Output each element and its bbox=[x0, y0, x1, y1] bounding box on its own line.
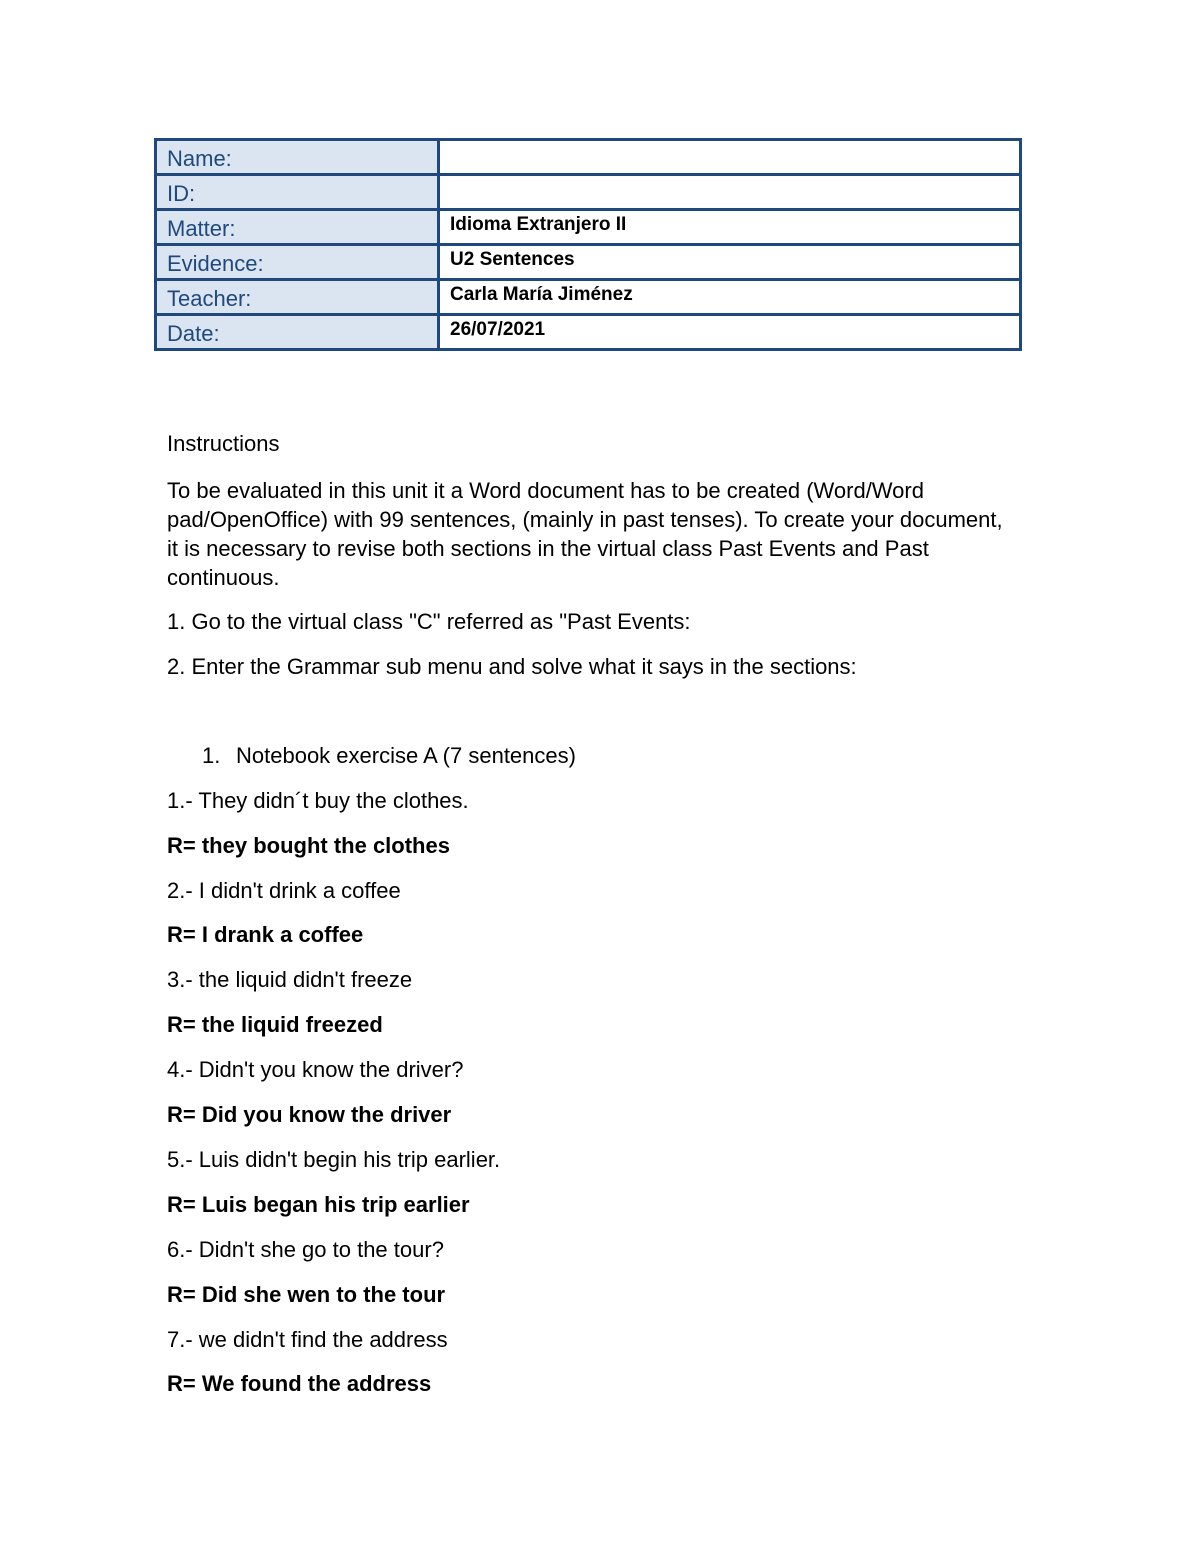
info-row-teacher bbox=[156, 280, 1021, 315]
evidence-label: Evidence: bbox=[156, 245, 439, 280]
student-info-table bbox=[154, 138, 1022, 351]
exercise-title: Notebook exercise A (7 sentences) bbox=[236, 743, 576, 768]
teacher-value: Carla María Jiménez bbox=[439, 280, 1021, 315]
instructions-paragraph: To be evaluated in this unit it a Word document has to be created (Word/Word pad/OpenOffice) with 99 sentences, (mainly in past tenses). To create your document, it is necessary to revise both sections in the virtual class Past Events and Past continuous. bbox=[167, 478, 1003, 590]
info-row-matter bbox=[156, 210, 1021, 245]
exercise-number: 1. bbox=[202, 743, 221, 768]
answer-4: R= Did you know the driver bbox=[167, 1102, 452, 1127]
answer-2: R= I drank a coffee bbox=[167, 922, 364, 947]
matter-value: Idioma Extranjero II bbox=[439, 210, 1021, 245]
info-row-name bbox=[156, 140, 1021, 175]
answer-5: R= Luis began his trip earlier bbox=[167, 1192, 470, 1217]
answer-1: R= they bought the clothes bbox=[167, 833, 450, 858]
matter-label: Matter: bbox=[156, 210, 439, 245]
teacher-label: Teacher: bbox=[156, 280, 439, 315]
id-value bbox=[439, 175, 1021, 210]
answer-7: R= We found the address bbox=[167, 1371, 432, 1396]
question-6: 6.- Didn't she go to the tour? bbox=[167, 1237, 444, 1262]
info-row-date bbox=[156, 315, 1021, 350]
question-3: 3.- the liquid didn't freeze bbox=[167, 967, 413, 992]
id-label: ID: bbox=[156, 175, 439, 210]
question-1: 1.- They didn´t buy the clothes. bbox=[167, 788, 469, 813]
answer-3: R= the liquid freezed bbox=[167, 1012, 383, 1037]
instruction-step-2: 2. Enter the Grammar sub menu and solve what it says in the sections: bbox=[167, 654, 857, 679]
question-4: 4.- Didn't you know the driver? bbox=[167, 1057, 464, 1082]
instruction-step-1: 1. Go to the virtual class "C" referred as "Past Events: bbox=[167, 609, 691, 634]
answer-6: R= Did she wen to the tour bbox=[167, 1282, 446, 1307]
date-value: 26/07/2021 bbox=[439, 315, 1021, 350]
name-value bbox=[439, 140, 1021, 175]
info-row-evidence bbox=[156, 245, 1021, 280]
evidence-value: U2 Sentences bbox=[439, 245, 1021, 280]
question-2: 2.- I didn't drink a coffee bbox=[167, 878, 401, 903]
question-7: 7.- we didn't find the address bbox=[167, 1327, 448, 1352]
info-row-id bbox=[156, 175, 1021, 210]
name-label: Name: bbox=[156, 140, 439, 175]
instructions-heading: Instructions bbox=[167, 431, 280, 456]
date-label: Date: bbox=[156, 315, 439, 350]
question-5: 5.- Luis didn't begin his trip earlier. bbox=[167, 1147, 501, 1172]
